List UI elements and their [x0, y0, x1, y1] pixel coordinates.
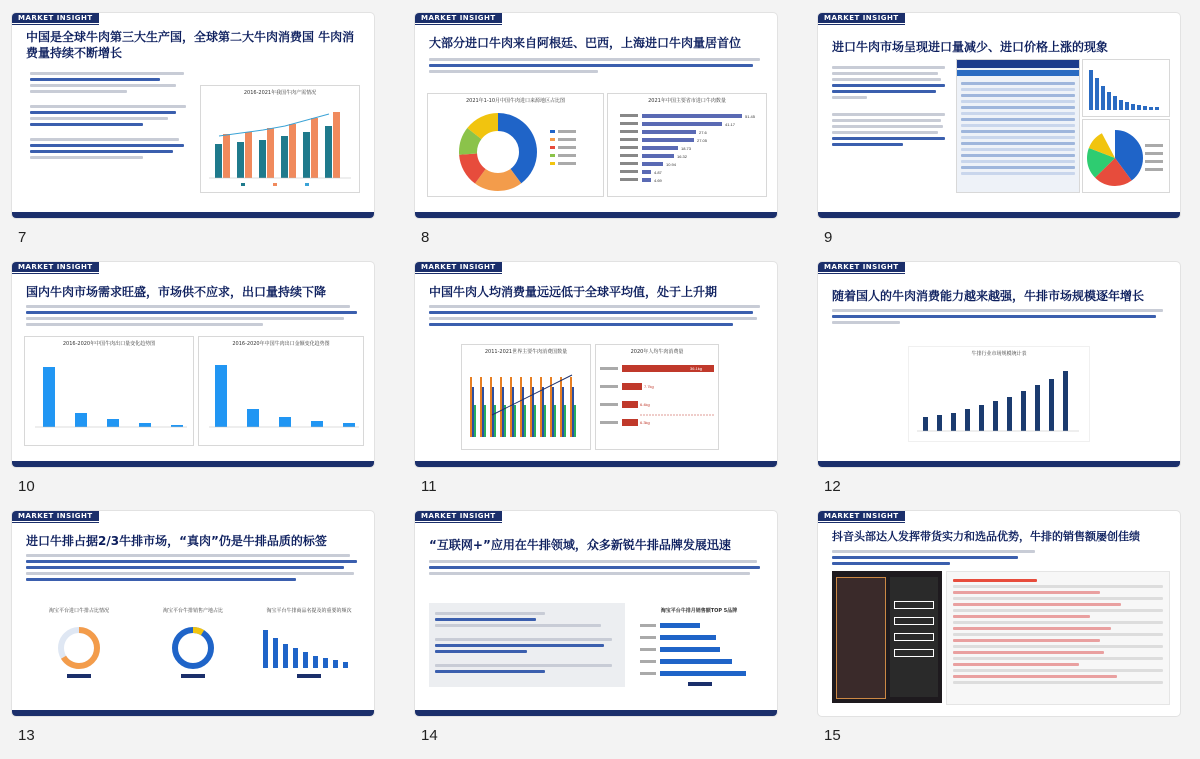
slide-body-text — [429, 302, 767, 329]
slide-thumbnail-8[interactable] — [415, 13, 777, 261]
slide-footer-bar — [12, 461, 374, 467]
slide-body-text — [429, 557, 767, 578]
slide-number: 8 — [421, 229, 430, 246]
bar-value-label: 4.87 — [654, 170, 662, 175]
bar-value-label: 51.45 — [745, 114, 756, 119]
horizontal-bar-chart — [595, 344, 719, 450]
slide-11-canvas[interactable] — [415, 262, 777, 467]
chart-title: 2016-2021年我国牛肉产需情况 — [243, 90, 317, 96]
slide-body-text — [30, 69, 192, 162]
line-chart — [461, 344, 591, 450]
slide-footer-bar — [818, 461, 1180, 467]
slide-9-canvas[interactable] — [818, 13, 1180, 218]
chart-title: 2020年人均牛肉消费量 — [630, 349, 684, 355]
slide-title: 中国牛肉人均消费量远远低于全球平均值，处于上升期 — [429, 285, 718, 299]
bar-value-label: 7.7kg — [644, 384, 654, 389]
slide-thumbnail-11[interactable] — [415, 262, 777, 510]
text-callout-box — [429, 603, 625, 687]
brand-label: MARKET INSIGHT — [818, 511, 905, 521]
bar-value-label: 36.1kg — [690, 366, 703, 371]
chart-title: 淘宝平台牛排销售产地占比 — [162, 608, 223, 614]
slide-footer-bar — [818, 212, 1180, 218]
slide-number: 12 — [824, 478, 841, 495]
slide-12-canvas[interactable] — [818, 262, 1180, 467]
slide-body-text — [26, 302, 364, 329]
bar-chart — [1082, 59, 1170, 117]
bar-value-label: 6.4kg — [640, 402, 650, 407]
chart-title: 2011-2021世界主要牛肉消费国数量 — [484, 349, 568, 355]
brand-label: MARKET INSIGHT — [415, 13, 502, 23]
slide-title: 中国是全球牛肉第三大生产国，全球第二大牛肉消费国 牛肉消费量持续不断增长 — [26, 30, 355, 60]
slide-number: 11 — [421, 478, 437, 495]
slide-thumbnail-10[interactable] — [12, 262, 374, 510]
slide-thumbnail-15[interactable] — [818, 511, 1180, 759]
slide-body-text — [832, 547, 1170, 568]
donut-chart — [138, 603, 248, 691]
slide-body-text — [429, 55, 767, 76]
slide-body-text — [832, 306, 1170, 327]
data-table — [956, 59, 1080, 193]
brand-label: MARKET INSIGHT — [12, 13, 99, 23]
slide-title: 进口牛排占据2/3牛排市场，“真肉”仍是牛排品质的标签 — [26, 534, 327, 548]
bar-chart — [200, 85, 360, 193]
slide-title: 随着国人的牛肉消费能力越来越强，牛排市场规模逐年增长 — [832, 289, 1145, 303]
slide-footer-bar — [415, 710, 777, 716]
chart-title: 淘宝平台牛排月销售额TOP 5品牌 — [660, 608, 738, 614]
chart-title: 2021年1-10月中国牛肉进口来源地区占比图 — [465, 98, 566, 104]
slide-footer-bar — [12, 710, 374, 716]
slide-thumbnail-7[interactable] — [12, 13, 374, 261]
slide-10-canvas[interactable] — [12, 262, 374, 467]
slide-13-canvas[interactable] — [12, 511, 374, 716]
slide-title: “互联网+”应用在牛排领域，众多新锐牛排品牌发展迅速 — [429, 538, 731, 552]
slide-title: 大部分进口牛肉来自阿根廷、巴西，上海进口牛肉量居首位 — [429, 36, 742, 50]
slide-15-canvas[interactable] — [818, 511, 1180, 716]
app-screenshot — [832, 571, 942, 703]
chart-title: 淘宝平台牛排商品名提及的重要的频次 — [266, 608, 352, 614]
bar-chart — [198, 336, 364, 446]
slide-body-text — [26, 551, 364, 584]
slide-title: 国内牛肉市场需求旺盛，市场供不应求，出口量持续下降 — [26, 285, 327, 299]
brand-label: MARKET INSIGHT — [12, 511, 99, 521]
slide-footer-bar — [415, 212, 777, 218]
bar-value-label: 18.73 — [681, 146, 692, 151]
slide-thumbnail-13[interactable] — [12, 511, 374, 759]
bar-value-label: 27.05 — [697, 138, 708, 143]
slide-thumbnail-9[interactable] — [818, 13, 1180, 261]
bar-value-label: 10.94 — [666, 162, 677, 167]
chart-title: 2016-2020年中国牛肉出口金额变化趋势图 — [232, 341, 330, 347]
bar-value-label: 4.69 — [654, 178, 662, 183]
ranking-list-screenshot — [946, 571, 1170, 705]
brand-label: MARKET INSIGHT — [818, 262, 905, 272]
bar-value-label: 16.32 — [677, 154, 688, 159]
slide-number: 15 — [824, 727, 841, 744]
chart-title: 2016-2020年中国牛肉出口量变化趋势图 — [62, 341, 156, 347]
slide-footer-bar — [12, 212, 374, 218]
brand-label: MARKET INSIGHT — [415, 511, 502, 521]
slide-7-canvas[interactable] — [12, 13, 374, 218]
horizontal-bar-chart — [607, 93, 767, 197]
donut-chart — [26, 603, 132, 691]
slide-number: 9 — [824, 229, 833, 246]
slide-thumbnail-14[interactable] — [415, 511, 777, 759]
donut-chart — [427, 93, 604, 197]
slide-title: 抖音头部达人发挥带货实力和选品优势，牛排的销售额屡创佳绩 — [832, 530, 1140, 543]
slide-body-text — [832, 63, 950, 149]
brand-label: MARKET INSIGHT — [415, 262, 502, 272]
slide-footer-bar — [415, 461, 777, 467]
slide-number: 14 — [421, 727, 438, 744]
bar-value-label: 27.6 — [699, 130, 707, 135]
slide-number: 10 — [18, 478, 35, 495]
horizontal-bar-chart — [631, 603, 767, 691]
chart-title: 牛排行业市场规模统计表 — [971, 351, 1027, 357]
slide-number: 7 — [18, 229, 27, 246]
bar-value-label: 6.3kg — [640, 420, 650, 425]
bar-chart — [24, 336, 194, 446]
slide-number: 13 — [18, 727, 35, 744]
bar-chart — [908, 346, 1090, 442]
slide-14-canvas[interactable] — [415, 511, 777, 716]
bar-chart — [254, 603, 364, 691]
brand-label: MARKET INSIGHT — [12, 262, 99, 272]
slide-8-canvas[interactable] — [415, 13, 777, 218]
bar-value-label: 41.17 — [725, 122, 736, 127]
chart-title: 淘宝平台进口牛排占比情况 — [48, 608, 109, 614]
slide-title: 进口牛肉市场呈现进口量减少、进口价格上涨的现象 — [832, 40, 1109, 54]
pie-chart — [1082, 119, 1170, 193]
chart-title: 2021年中国主要省市进口牛肉数量 — [648, 98, 726, 104]
brand-label: MARKET INSIGHT — [818, 13, 905, 23]
slide-thumbnail-12[interactable] — [818, 262, 1180, 510]
